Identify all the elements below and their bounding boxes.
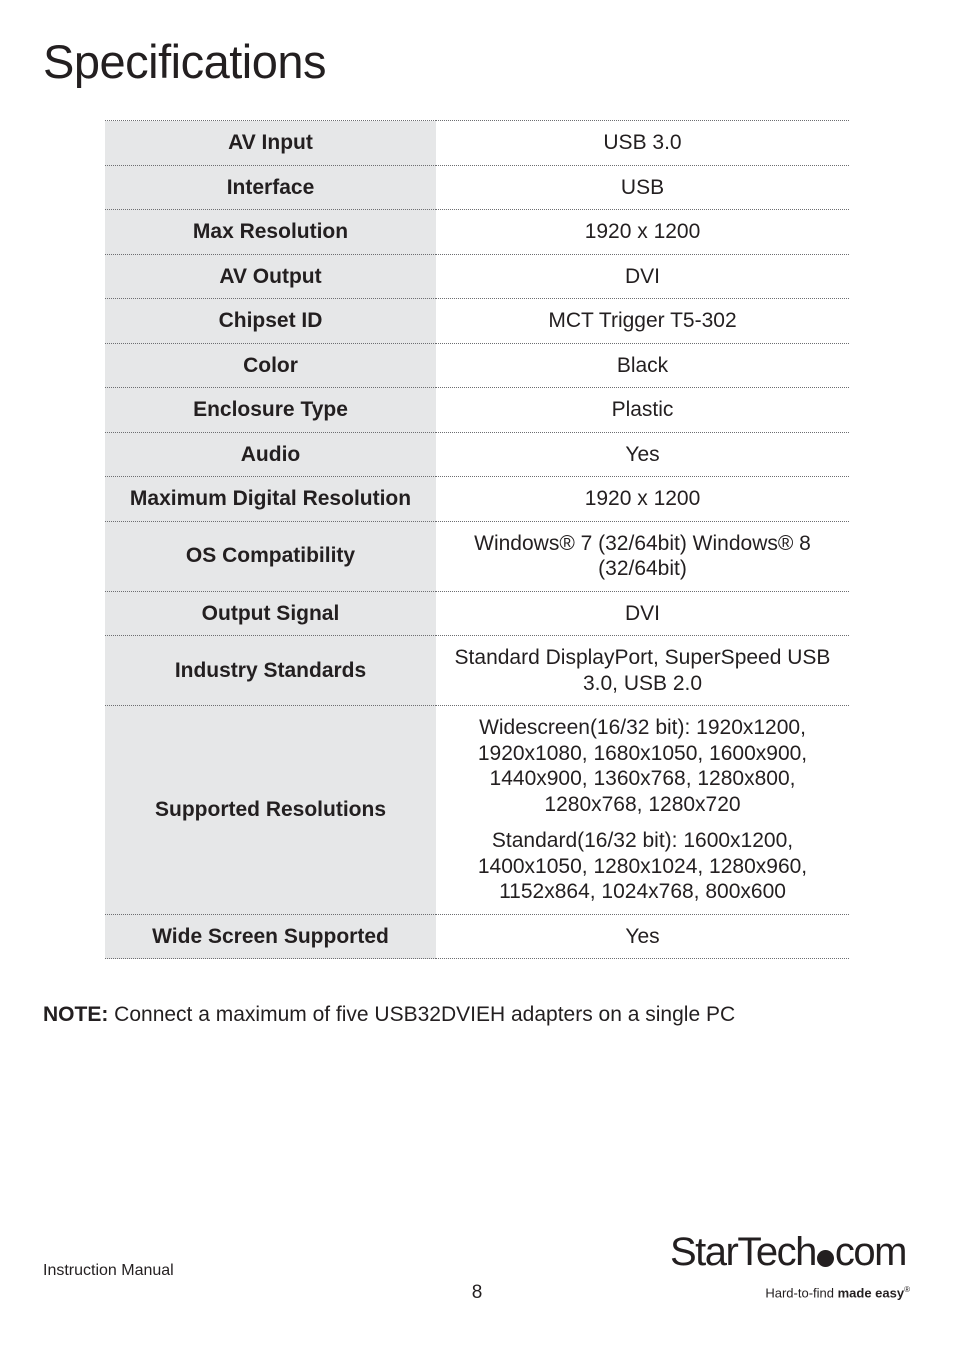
spec-row xyxy=(105,706,849,915)
spec-row xyxy=(105,521,849,591)
spec-label: AV Output xyxy=(105,254,436,299)
specifications-table-body xyxy=(105,121,849,959)
spec-value-text: MCT Trigger T5-302 xyxy=(548,309,737,332)
logo-tagline xyxy=(765,1285,910,1300)
spec-value-text: Standard(16/32 bit): 1600x1200, 1400x1050, 1280x1024, 1280x960, 1152x864, 1024x768, 800x600 xyxy=(477,829,808,903)
spec-label: Chipset ID xyxy=(105,299,436,344)
spec-value xyxy=(436,432,849,477)
spec-row xyxy=(105,591,849,636)
spec-row xyxy=(105,254,849,299)
spec-label: Supported Resolutions xyxy=(105,706,436,915)
spec-value xyxy=(436,254,849,299)
spec-row xyxy=(105,299,849,344)
spec-value xyxy=(436,636,849,706)
spec-value xyxy=(436,706,849,915)
spec-value xyxy=(436,914,849,959)
logo-wordmark xyxy=(670,1230,906,1275)
spec-value xyxy=(436,165,849,210)
spec-value-text: Black xyxy=(616,353,669,377)
spec-value-text: USB 3.0 xyxy=(603,131,682,154)
spec-value xyxy=(436,210,849,255)
spec-label: OS Compatibility xyxy=(105,521,436,591)
spec-value-text: Standard DisplayPort, SuperSpeed USB 3.0, USB 2.0 xyxy=(454,646,831,695)
spec-label: Enclosure Type xyxy=(105,388,436,433)
spec-row xyxy=(105,636,849,706)
spec-value xyxy=(436,591,849,636)
spec-value-text: Plastic xyxy=(611,398,674,421)
spec-value xyxy=(436,299,849,344)
spec-row xyxy=(105,914,849,959)
spec-value xyxy=(436,521,849,591)
spec-value-text: DVI xyxy=(624,601,660,625)
spec-value-text: Yes xyxy=(625,924,660,948)
note-prefix: NOTE: xyxy=(43,1003,109,1026)
spec-row xyxy=(105,165,849,210)
spec-value-text: 1920 x 1200 xyxy=(584,220,701,243)
logo-text-left: StarTech xyxy=(670,1230,816,1274)
note-text: Connect a maximum of five USB32DVIEH adapters on a single PC xyxy=(114,1003,736,1026)
spec-value-text: DVI xyxy=(624,264,660,288)
page-title: Specifications xyxy=(43,35,326,88)
spec-row xyxy=(105,343,849,388)
spec-value-text: USB xyxy=(620,175,665,199)
spec-value xyxy=(436,388,849,433)
page-number: 8 xyxy=(471,1282,483,1303)
logo-tagline-prefix: Hard-to-find xyxy=(765,1285,838,1301)
spec-label: Output Signal xyxy=(105,591,436,636)
spec-label: Color xyxy=(105,343,436,388)
spec-value xyxy=(436,343,849,388)
spec-value xyxy=(436,121,849,166)
spec-row xyxy=(105,432,849,477)
logo-tagline-mark: ® xyxy=(904,1285,910,1294)
spec-row xyxy=(105,388,849,433)
spec-label: Interface xyxy=(105,165,436,210)
spec-value-text: Yes xyxy=(625,442,660,466)
spec-value-text: 1920 x 1200 xyxy=(584,487,701,510)
specifications-table xyxy=(105,120,849,959)
spec-label: Industry Standards xyxy=(105,636,436,706)
spec-label: Max Resolution xyxy=(105,210,436,255)
startech-logo xyxy=(670,1230,910,1305)
logo-dot-icon xyxy=(817,1250,834,1267)
logo-tagline-bold: made easy xyxy=(837,1285,905,1301)
spec-label: Audio xyxy=(105,432,436,477)
spec-row xyxy=(105,477,849,522)
spec-value-text: Widescreen(16/32 bit): 1920x1200, 1920x1080, 1680x1050, 1600x900, 1440x900, 1360x768, 1280x800, 1280x768, 1280x720 xyxy=(477,716,808,816)
spec-row xyxy=(105,121,849,166)
footer-manual-label: Instruction Manual xyxy=(43,1262,174,1279)
spec-row xyxy=(105,210,849,255)
spec-value-text: Windows® 7 (32/64bit) Windows® 8 (32/64bit) xyxy=(474,531,811,580)
note xyxy=(43,1003,735,1027)
logo-text-right: com xyxy=(834,1230,906,1274)
spec-label: AV Input xyxy=(105,121,436,166)
spec-value xyxy=(436,477,849,522)
spec-label: Maximum Digital Resolution xyxy=(105,477,436,522)
spec-label: Wide Screen Supported xyxy=(105,914,436,959)
